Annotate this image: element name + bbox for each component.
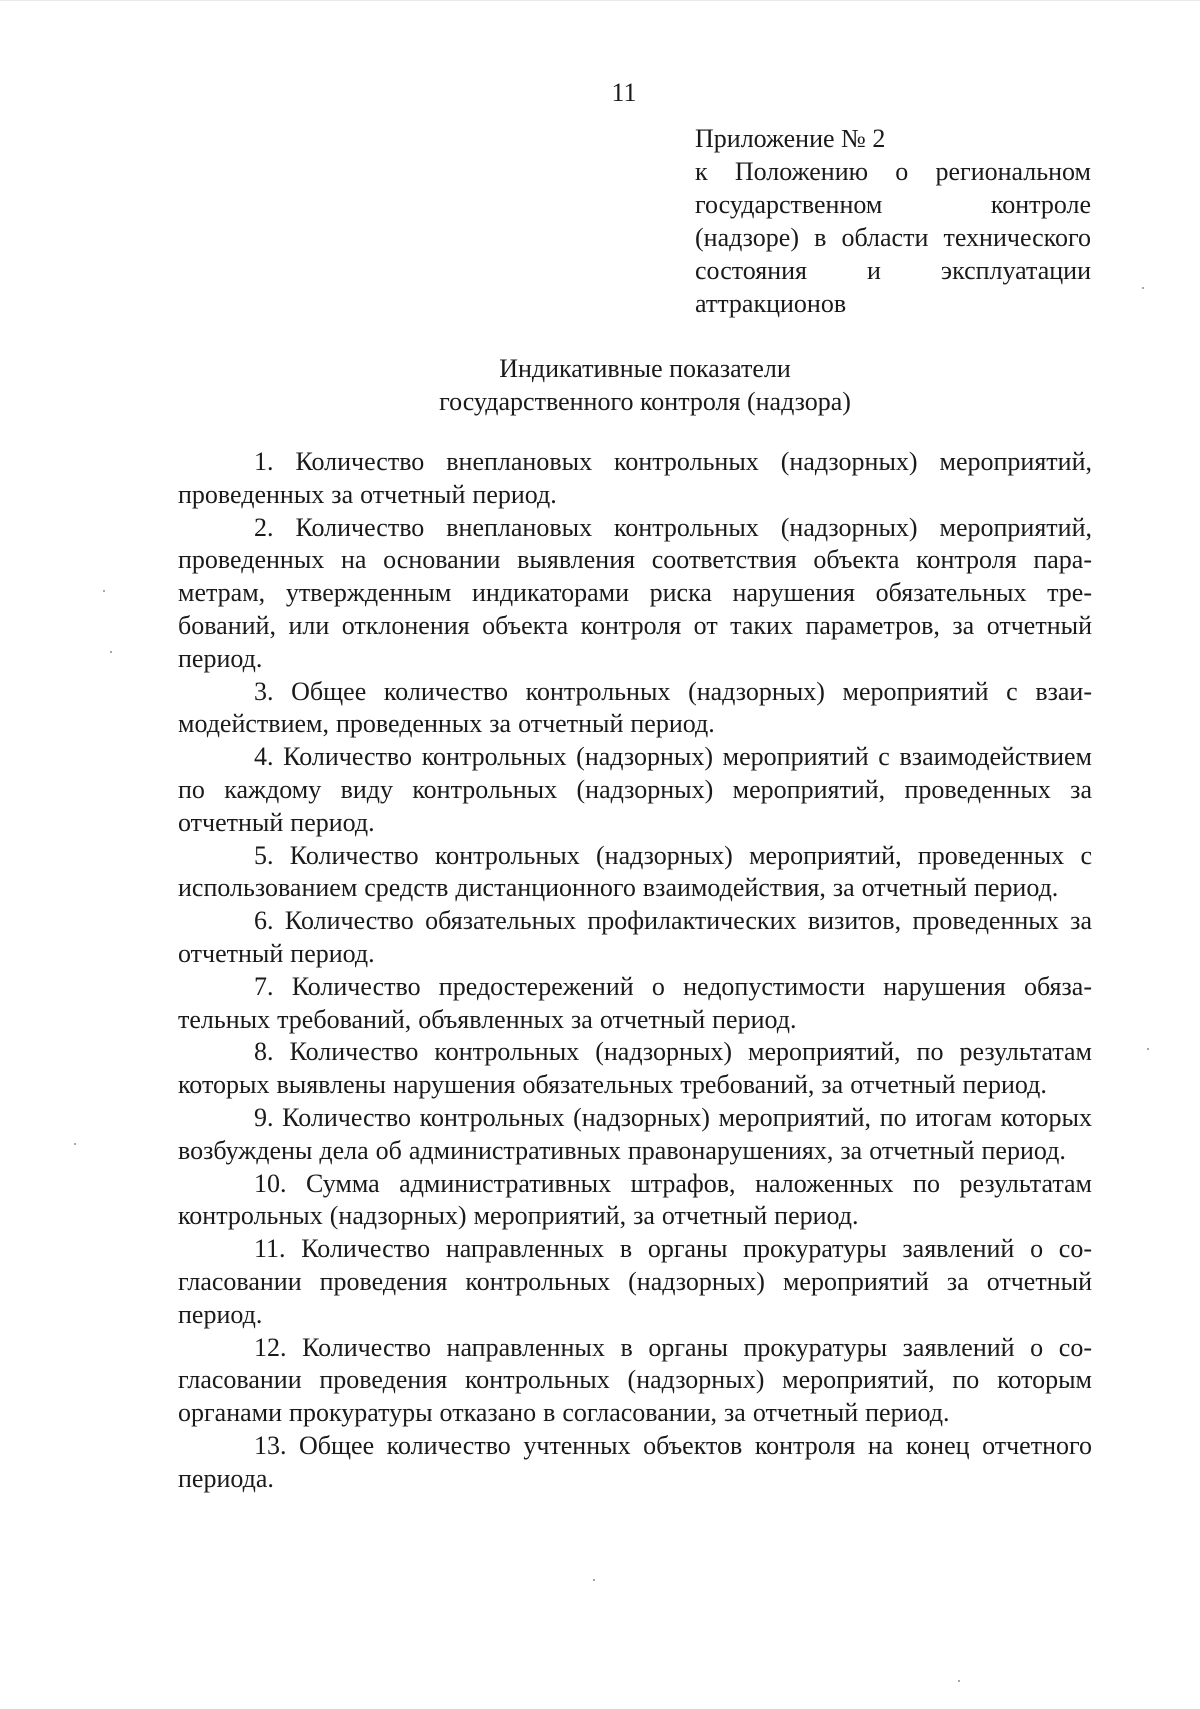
list-item: 9. Количество контрольных (надзорных) мероприятий, по итогам которых возбуждены дела об административных правонарушениях, за отчетный период.: [178, 1102, 1092, 1165]
list-item: 6. Количество обязательных профилактических визитов, проведенных за отчетный период.: [178, 906, 1092, 968]
list-item: 4. Количество контрольных (надзорных) мероприятий с взаимодействием по каждому виду контрольных (надзорных) мероприятий, проведенных за отчетный период.: [178, 742, 1092, 837]
scan-edge-line: [0, 0, 1200, 1]
list-item: 2. Количество внеплановых контрольных (надзорных) мероприятий, проведенных на основании выявления соответствия объекта контроля параметрам, утвержденным индикаторами риска нарушения обязательных требований, или отклонения объекта контроля от таких параметров, за отчетный период.: [178, 512, 1092, 673]
list-item: 3. Общее количество контрольных (надзорных) мероприятий с взаимодействием, проведенных за отчетный период.: [178, 676, 1092, 739]
appendix-block: [695, 122, 1091, 320]
document-title: [170, 352, 1120, 418]
title-line-2: государственного контроля (надзора): [439, 387, 851, 416]
scan-speck: [958, 1680, 960, 1682]
scan-speck: [74, 1143, 76, 1145]
scan-speck: [103, 590, 105, 592]
list-item: 13. Общее количество учтенных объектов контроля на конец отчетного периода.: [178, 1430, 1092, 1493]
page-number: 11: [611, 78, 637, 107]
list-item: 8. Количество контрольных (надзорных) мероприятий, по результатам которых выявлены нарушения обязательных требований, за отчетный период.: [178, 1037, 1092, 1100]
list-item: 5. Количество контрольных (надзорных) мероприятий, проведенных с использованием средств дистанционного взаимодействия, за отчетный период.: [178, 840, 1092, 903]
list-item: 7. Количество предостережений о недопустимости нарушения обязательных требований, объявленных за отчетный период.: [178, 971, 1092, 1034]
appendix-text: к Положению о региональном государственном контроле (надзоре) в области технического состояния и эксплуатации аттракционов: [695, 157, 1091, 318]
list-item: 10. Сумма административных штрафов, наложенных по результатам контрольных (надзорных) мероприятий, за отчетный период.: [178, 1168, 1092, 1231]
appendix-heading: Приложение № 2: [695, 124, 886, 153]
list-item: 1. Количество внеплановых контрольных (надзорных) мероприятий, проведенных за отчетный период.: [178, 447, 1092, 509]
scan-speck: [1147, 1048, 1149, 1050]
list-item: 11. Количество направленных в органы прокуратуры заявлений о согласовании проведения контрольных (надзорных) мероприятий за отчетный период.: [178, 1234, 1092, 1329]
title-line-1: Индикативные показатели: [499, 354, 791, 383]
indicator-list: [178, 446, 1092, 1496]
list-item: 12. Количество направленных в органы прокуратуры заявлений о согласовании проведения контрольных (надзорных) мероприятий, по которым органами прокуратуры отказано в согласовании, за отчетный период.: [178, 1332, 1092, 1428]
scan-speck: [110, 651, 112, 653]
scan-speck: [1142, 287, 1144, 289]
scan-speck: [593, 1579, 595, 1581]
